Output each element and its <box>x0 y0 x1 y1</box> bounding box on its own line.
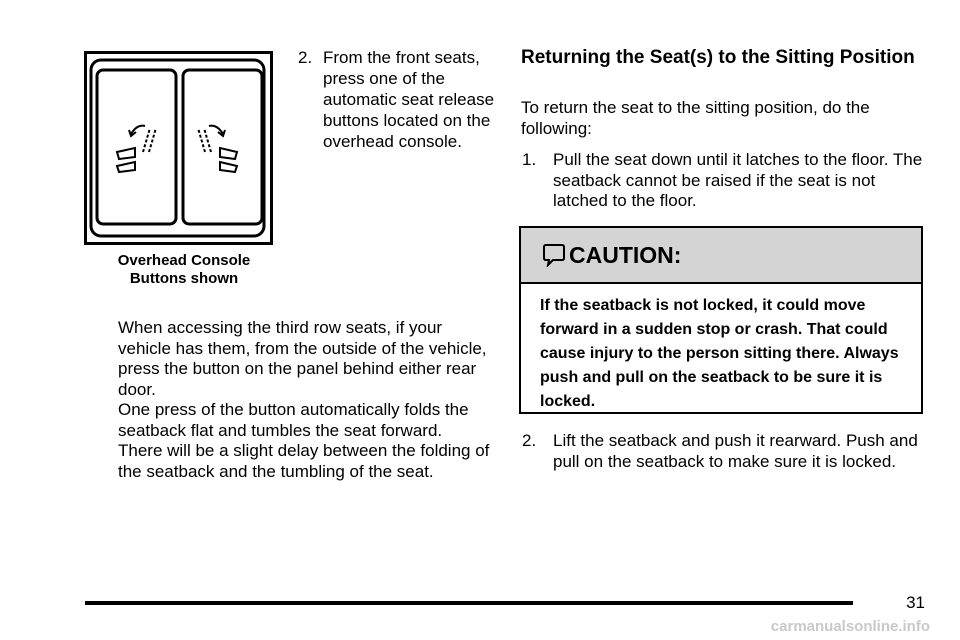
page-number: 31 <box>906 593 925 612</box>
watermark: carmanualsonline.info <box>770 618 930 635</box>
caution-title: CAUTION: <box>569 242 682 268</box>
figure-caption <box>84 252 284 288</box>
step-text: From the front seats, press one of the automatic seat release buttons located on the overhead console. <box>323 48 495 151</box>
figure-caption-line2: Buttons shown <box>129 270 239 287</box>
caution-header <box>521 228 921 284</box>
paragraph-fold-and-tumble: One press of the button automatically folds the seatback flat and tumbles the seat forward. There will be a slight delay between the folding of the seatback and the tumbling of the seat. <box>118 400 490 481</box>
section-intro: To return the seat to the sitting position, do the following: <box>521 98 870 138</box>
caution-body: If the seatback is not locked, it could move forward in a sudden stop or crash. That could cause injury to the person sitting there. Always push and pull on the seatback to be sure it is locked. <box>540 297 899 410</box>
step-text: Lift the seatback and push it rearward. Push and pull on the seatback to make sure it is locked. <box>553 431 918 471</box>
step-number: 2. <box>522 431 537 450</box>
overhead-console-illustration <box>87 54 270 242</box>
footer-rule <box>85 601 853 605</box>
caution-speech-bubble-icon <box>543 243 565 267</box>
seat-fold-right-icon <box>198 126 237 172</box>
overhead-console-figure <box>84 51 273 245</box>
seat-fold-left-icon <box>117 126 156 172</box>
figure-caption-line1: Overhead Console <box>117 252 251 269</box>
step-number: 2. <box>298 48 313 67</box>
seat-release-button-right <box>183 70 262 224</box>
section-title: Returning the Seat(s) to the Sitting Position <box>521 47 915 68</box>
step-text: Pull the seat down until it latches to the floor. The seatback cannot be raised if the seat is not latched to the floor. <box>553 150 923 210</box>
seat-release-button-left <box>97 70 176 224</box>
step-number: 1. <box>522 150 537 169</box>
return-step-2 <box>522 431 924 495</box>
return-step-1 <box>522 150 924 214</box>
paragraph-third-row-access: When accessing the third row seats, if your vehicle has them, from the outside of the vehicle, press the button on the panel behind either rear door. <box>118 318 487 399</box>
caution-box <box>519 226 923 414</box>
